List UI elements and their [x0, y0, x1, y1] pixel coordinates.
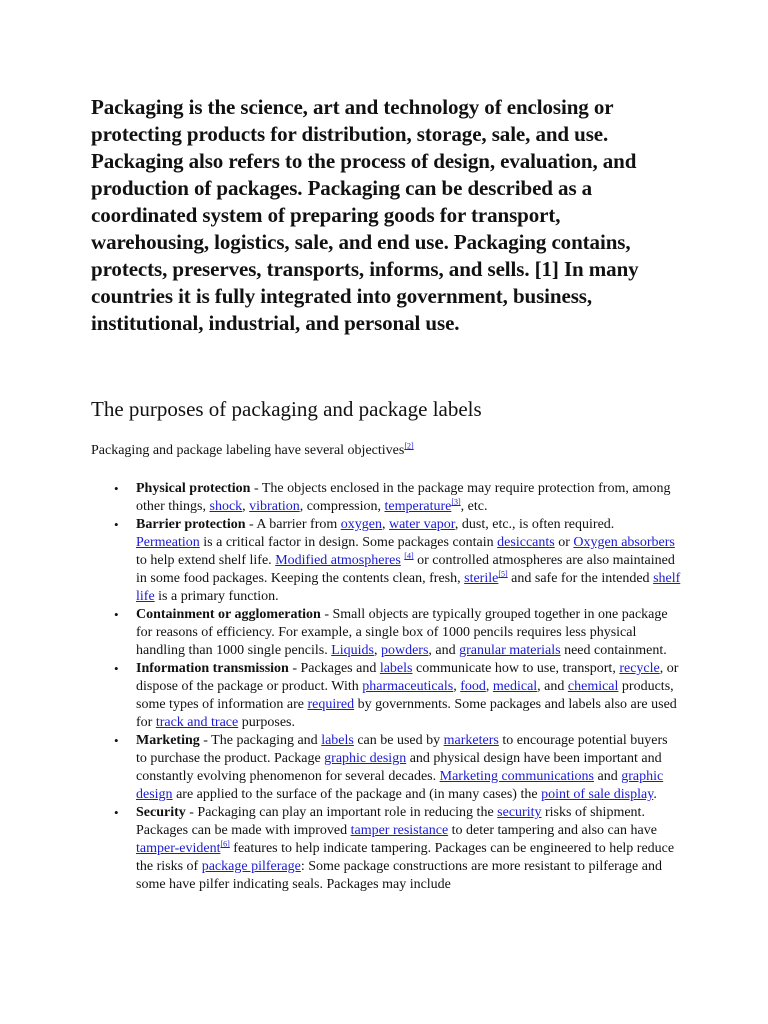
- section-heading: The purposes of packaging and package labels: [91, 397, 482, 421]
- link-labels[interactable]: labels: [379, 661, 413, 676]
- link-pharmaceuticals[interactable]: pharmaceuticals: [362, 679, 454, 694]
- link-powders[interactable]: powders: [380, 643, 429, 658]
- item-title: Marketing: [136, 733, 200, 748]
- link-modified-atmospheres[interactable]: Modified atmospheres: [275, 553, 401, 568]
- link-temperature[interactable]: temperature: [384, 499, 452, 514]
- link-shock[interactable]: shock: [209, 499, 243, 514]
- reference-link[interactable]: [6]: [220, 839, 230, 849]
- item-title: Barrier protection: [136, 517, 246, 532]
- link-required[interactable]: required: [307, 697, 355, 712]
- link-vibration[interactable]: vibration: [249, 499, 300, 514]
- link-permeation[interactable]: Permeation: [136, 535, 200, 550]
- link-water-vapor[interactable]: water vapor: [388, 517, 455, 532]
- lead-text: Packaging and package labeling have several objectives: [91, 443, 405, 458]
- list-item-marketing: • Marketing - The packaging and labels can be used by marketers to encourage potential buyers to purchase the product. Package graphic design and physical design have been important and constantly evolving phenomenon for several decades. Marketing communications and graphic design are applied to the surface of the package and (in many cases) the point of sale display.: [136, 732, 681, 804]
- link-chemical[interactable]: chemical: [567, 679, 619, 694]
- link-oxygen-absorbers[interactable]: Oxygen absorbers: [573, 535, 675, 550]
- reference-link[interactable]: [4]: [404, 551, 414, 561]
- link-liquids[interactable]: Liquids: [331, 643, 374, 658]
- link-graphic-design[interactable]: graphic design: [324, 751, 407, 766]
- link-recycle[interactable]: recycle: [619, 661, 660, 676]
- link-granular-materials[interactable]: granular materials: [459, 643, 561, 658]
- link-security[interactable]: security: [497, 805, 542, 820]
- list-item-containment: • Containment or agglomeration - Small objects are typically grouped together in one package for reasons of efficiency. For example, a single box of 1000 pencils requires less physical handling than 1000 single pencils. Liquids, powders, and granular materials need containment.: [136, 606, 681, 660]
- link-tamper-resistance[interactable]: tamper resistance: [350, 823, 449, 838]
- link-medical[interactable]: medical: [492, 679, 538, 694]
- item-title: Physical protection: [136, 481, 251, 496]
- reference-link[interactable]: [5]: [498, 569, 508, 579]
- link-tamper-evident[interactable]: tamper-evident: [136, 841, 221, 856]
- list-item-security: • Security - Packaging can play an important role in reducing the security risks of shipment. Packages can be made with improved tamper resistance to deter tampering and also can have tamper-evident[6] features to help indicate tampering. Packages can be engineered to help reduce the risks of package pilferage: Some package constructions are more resistant to pilferage and some have pilfer indicating seals. Packages may include: [136, 804, 681, 894]
- item-title: Information transmission: [136, 661, 289, 676]
- link-sterile[interactable]: sterile: [464, 571, 499, 586]
- link-track-and-trace[interactable]: track and trace: [155, 715, 239, 730]
- list-item-physical-protection: • Physical protection - The objects enclosed in the package may require protection from, among other things, shock, vibration, compression, temperature[3], etc.: [136, 480, 681, 516]
- reference-link[interactable]: [3]: [451, 497, 461, 507]
- link-marketers[interactable]: marketers: [443, 733, 499, 748]
- link-package-pilferage[interactable]: package pilferage: [201, 859, 301, 874]
- list-item-barrier-protection: • Barrier protection - A barrier from oxygen, water vapor, dust, etc., is often required. Permeation is a critical factor in design. Some packages contain desiccants or Oxygen absorbers to help extend shelf life. Modified atmospheres [4] or controlled atmospheres are also maintained in some food packages. Keeping the contents clean, fresh, sterile[5] and safe for the intended shelf life is a primary function.: [136, 516, 681, 606]
- list-item-information-transmission: • Information transmission - Packages and labels communicate how to use, transport, recycle, or dispose of the package or product. With pharmaceuticals, food, medical, and chemical products, some types of information are required by governments. Some packages and labels also are used for track and trace purposes.: [136, 660, 681, 732]
- reference-link[interactable]: [2]: [404, 441, 414, 451]
- link-point-of-sale-display[interactable]: point of sale display: [541, 787, 654, 802]
- link-shelf-life[interactable]: shelf life: [136, 571, 681, 604]
- link-labels[interactable]: labels: [321, 733, 354, 748]
- link-graphic-design[interactable]: graphic design: [136, 769, 664, 802]
- item-title: Containment or agglomeration: [136, 607, 321, 622]
- link-oxygen[interactable]: oxygen: [340, 517, 382, 532]
- intro-paragraph: Packaging is the science, art and technology of enclosing or protecting products for distribution, storage, sale, and use. Packaging also refers to the process of design, evaluation, and production of packages. Packaging can be described as a coordinated system of preparing goods for transport, warehousing, logistics, sale, and end use. Packaging contains, protects, preserves, transports, informs, and sells. [1] In many countries it is fully integrated into government, business, institutional, industrial, and personal use.: [91, 95, 639, 335]
- link-food[interactable]: food: [460, 679, 486, 694]
- item-title: Security: [136, 805, 186, 820]
- link-desiccants[interactable]: desiccants: [497, 535, 555, 550]
- document-page: [91, 94, 681, 892]
- link-marketing-communications[interactable]: Marketing communications: [439, 769, 594, 784]
- lead-paragraph: [91, 442, 414, 460]
- objectives-list: [91, 480, 681, 894]
